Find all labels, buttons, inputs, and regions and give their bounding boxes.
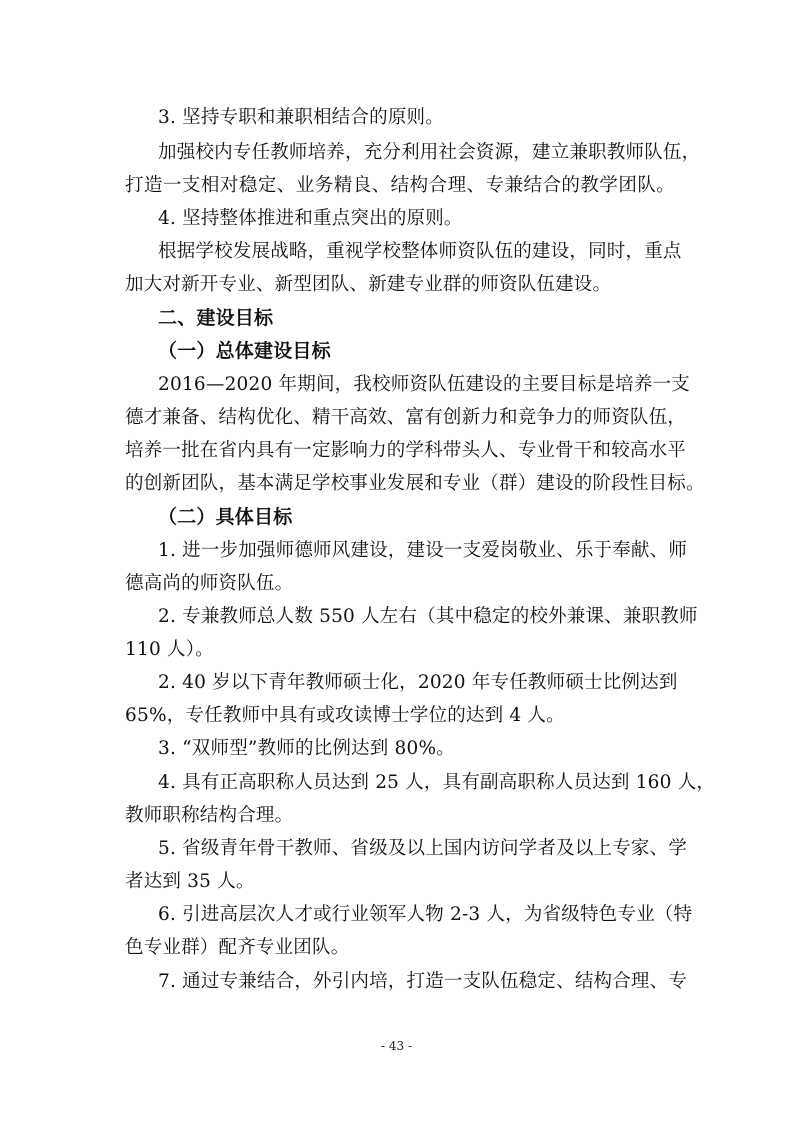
goal-2b-line-1: 2. 40 岁以下青年教师硕士化，2020 年专任教师硕士比例达到 xyxy=(158,672,678,693)
principle-4-heading: 4. 坚持整体推进和重点突出的原则。 xyxy=(158,208,463,229)
goal-7-line-1: 7. 通过专兼结合，外引内培，打造一支队伍稳定、结构合理、专 xyxy=(158,971,688,992)
principle-4-text-line-2: 加大对新开专业、新型团队、新建专业群的师资队伍建设。 xyxy=(125,274,612,295)
goal-2-line-2: 110 人）。 xyxy=(125,639,214,660)
principle-3-text-line-1: 加强校内专任教师培养，充分利用社会资源，建立兼职教师队伍， xyxy=(158,142,701,163)
goal-2b-line-2: 65%，专任教师中具有或攻读博士学位的达到 4 人。 xyxy=(125,705,565,726)
overall-goals-line-4: 的创新团队，基本满足学校事业发展和专业（群）建设的阶段性目标。 xyxy=(125,473,705,494)
goal-6-line-1: 6. 引进高层次人才或行业领军人物 2-3 人，为省级特色专业（特 xyxy=(158,904,693,925)
section-heading-goals: 二、建设目标 xyxy=(158,307,274,329)
goal-1-line-1: 1. 进一步加强师德师风建设，建设一支爱岗敬业、乐于奉献、师 xyxy=(158,540,688,561)
goal-4-line-2: 教师职称结构合理。 xyxy=(125,805,294,826)
goal-6-line-2: 色专业群）配齐专业团队。 xyxy=(125,937,350,958)
subsection-heading-overall-goals: （一）总体建设目标 xyxy=(158,340,331,362)
goal-4-line-1: 4. 具有正高职称人员达到 25 人，具有副高职称人员达到 160 人， xyxy=(158,772,716,793)
goal-5-line-1: 5. 省级青年骨干教师、省级及以上国内访问学者及以上专家、学 xyxy=(158,838,688,859)
overall-goals-line-1: 2016—2020 年期间，我校师资队伍建设的主要目标是培养一支 xyxy=(158,374,690,395)
goal-3-line-1: 3. “双师型”教师的比例达到 80%。 xyxy=(158,738,455,759)
goal-2-line-1: 2. 专兼教师总人数 550 人左右（其中稳定的校外兼课、兼职教师 xyxy=(158,606,698,627)
principle-3-heading: 3. 坚持专职和兼职相结合的原则。 xyxy=(158,107,444,128)
goal-1-line-2: 德高尚的师资队伍。 xyxy=(125,573,294,594)
subsection-heading-specific-goals: （二）具体目标 xyxy=(158,506,293,528)
overall-goals-line-3: 培养一批在省内具有一定影响力的学科带头人、专业骨干和较高水平 xyxy=(125,440,687,461)
principle-3-text-line-2: 打造一支相对稳定、业务精良、结构合理、专兼结合的教学团队。 xyxy=(125,175,675,196)
page-number: - 43 - xyxy=(380,1039,412,1053)
overall-goals-line-2: 德才兼备、结构优化、精干高效、富有创新力和竞争力的师资队伍， xyxy=(125,407,687,428)
principle-4-text-line-1: 根据学校发展战略，重视学校整体师资队伍的建设，同时，重点 xyxy=(158,241,682,262)
goal-5-line-2: 者达到 35 人。 xyxy=(125,871,255,892)
